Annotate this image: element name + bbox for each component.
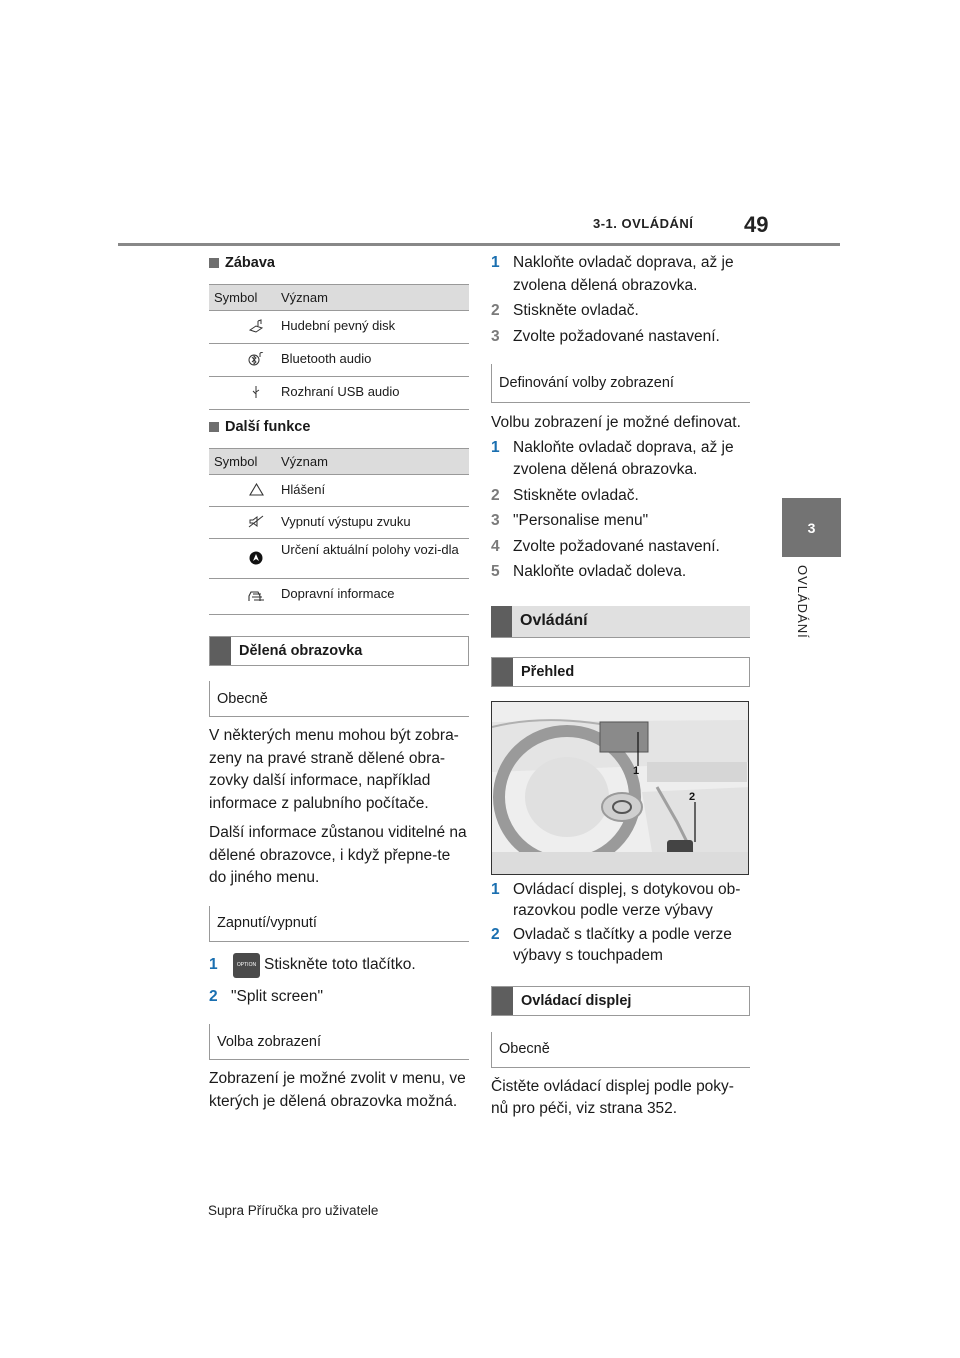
- callout-1-label: 1: [633, 764, 640, 777]
- cockpit-image: [491, 701, 749, 875]
- volba-paragraph: Zobrazení je možné zvolit v menu, ve kterých je dělená obrazovka možná.: [209, 1070, 466, 1110]
- col-meaning: Význam: [277, 449, 469, 475]
- table-row: [209, 539, 469, 579]
- dalsi-heading: Další funkce: [209, 416, 469, 438]
- row-text: Vypnutí výstupu zvuku: [277, 507, 469, 539]
- mute-icon: [248, 515, 264, 528]
- position-icon: [249, 551, 263, 565]
- step-text: "Split screen": [231, 987, 323, 1005]
- right-column: [491, 252, 750, 1121]
- footer-text: Supra Příručka pro uživatele: [208, 1203, 379, 1218]
- left-column: [209, 252, 469, 1113]
- table-row: [209, 377, 469, 410]
- steps-definovani: [491, 437, 750, 584]
- zabava-heading: Zábava: [209, 252, 469, 274]
- table-row: [209, 475, 469, 507]
- definovani-paragraph: Volbu zobrazení je možné definovat.: [491, 414, 741, 431]
- step-number: 2: [209, 987, 218, 1005]
- legend-item: 2 Ovladač s tlačítky a podle verze výbavy s touchpadem: [491, 925, 732, 964]
- square-bullet-icon: [209, 258, 219, 268]
- page-number: 49: [744, 212, 769, 237]
- row-text: Bluetooth audio: [277, 344, 469, 377]
- definovani-heading: Definování volby zobrazení: [491, 364, 750, 403]
- step-text: Stiskněte toto tlačítko.: [264, 955, 416, 973]
- table-row: [209, 579, 469, 615]
- step-item: 2 Stiskněte ovladač.: [491, 302, 639, 319]
- ovladani-heading: Ovládání: [491, 606, 750, 638]
- option-button-icon: OPTION: [233, 953, 260, 978]
- legend-item: 1 Ovládací displej, s dotykovou ob-razovkou podle verze výbavy: [491, 880, 741, 919]
- step-item: 1 Nakloňte ovladač doprava, až je zvolena dělená obrazovka.: [491, 438, 734, 478]
- delena-obrazovka-heading: Dělená obrazovka: [209, 636, 469, 666]
- step-item: 4 Zvolte požadované nastavení.: [491, 537, 720, 555]
- row-text: Určení aktuální polohy vozi-dla: [277, 539, 469, 579]
- header-divider: [118, 243, 840, 246]
- step-item: 5 Nakloňte ovladač doleva.: [491, 563, 687, 580]
- step-item: 2 Stiskněte ovladač.: [491, 486, 639, 504]
- step-item: 3 Zvolte požadované nastavení.: [491, 327, 720, 345]
- zabava-table: [209, 284, 469, 410]
- square-bullet-icon: [209, 422, 219, 432]
- prehled-heading: Přehled: [491, 657, 750, 687]
- obecne-heading: Obecně: [209, 681, 469, 717]
- zapnuti-heading: Zapnutí/vypnutí: [209, 906, 469, 942]
- hard-disk-music-icon: [249, 319, 263, 333]
- obecne-paragraph-right: Čistěte ovládací displej podle poky-nů pro péči, viz strana 352.: [491, 1077, 734, 1117]
- row-text: Rozhraní USB audio: [277, 377, 469, 410]
- table-row: [209, 311, 469, 344]
- obecne-paragraph-1: V některých menu mohou být zobra-zeny na pravé straně dělené obra-zovky další informace, například informace z palubního počítače.: [209, 727, 459, 812]
- table-row: [209, 344, 469, 377]
- row-text: Hudební pevný disk: [277, 311, 469, 344]
- dalsi-table: [209, 448, 469, 615]
- table-row: [209, 507, 469, 539]
- callout-2-label: 2: [689, 790, 696, 803]
- step-item: [209, 953, 469, 978]
- chapter-tab-number: 3: [807, 519, 816, 536]
- image-legend: [491, 879, 750, 966]
- usb-icon: [251, 385, 261, 399]
- section-title: 3-1. OVLÁDÁNÍ: [593, 216, 694, 231]
- obecne-paragraph-2: Další informace zůstanou viditelné na dělené obrazovce, i když přepne-te do jiného menu.: [209, 824, 467, 886]
- chapter-tab[interactable]: [782, 498, 841, 557]
- col-symbol: Symbol: [209, 449, 277, 475]
- step-item: 3 "Personalise menu": [491, 512, 649, 529]
- step-item: 1 Nakloňte ovladač doprava, až je zvolena dělená obrazovka.: [491, 254, 734, 294]
- col-meaning: Význam: [277, 285, 469, 311]
- volba-heading: Volba zobrazení: [209, 1024, 469, 1060]
- warning-icon: [249, 483, 264, 496]
- row-text: Hlášení: [277, 475, 469, 507]
- col-symbol: Symbol: [209, 285, 277, 311]
- steps-split-screen: [491, 252, 750, 348]
- chapter-side-label: OVLÁDÁNÍ: [795, 565, 810, 639]
- step-item: [209, 986, 469, 1009]
- cockpit-illustration: [492, 702, 749, 875]
- step-number: 1: [209, 955, 218, 973]
- ovladaci-displej-heading: Ovládací displej: [491, 986, 750, 1016]
- traffic-info-icon: [246, 589, 266, 603]
- obecne-heading-right: Obecně: [491, 1032, 750, 1068]
- row-text: Dopravní informace: [277, 579, 469, 615]
- bluetooth-audio-icon: [248, 352, 264, 366]
